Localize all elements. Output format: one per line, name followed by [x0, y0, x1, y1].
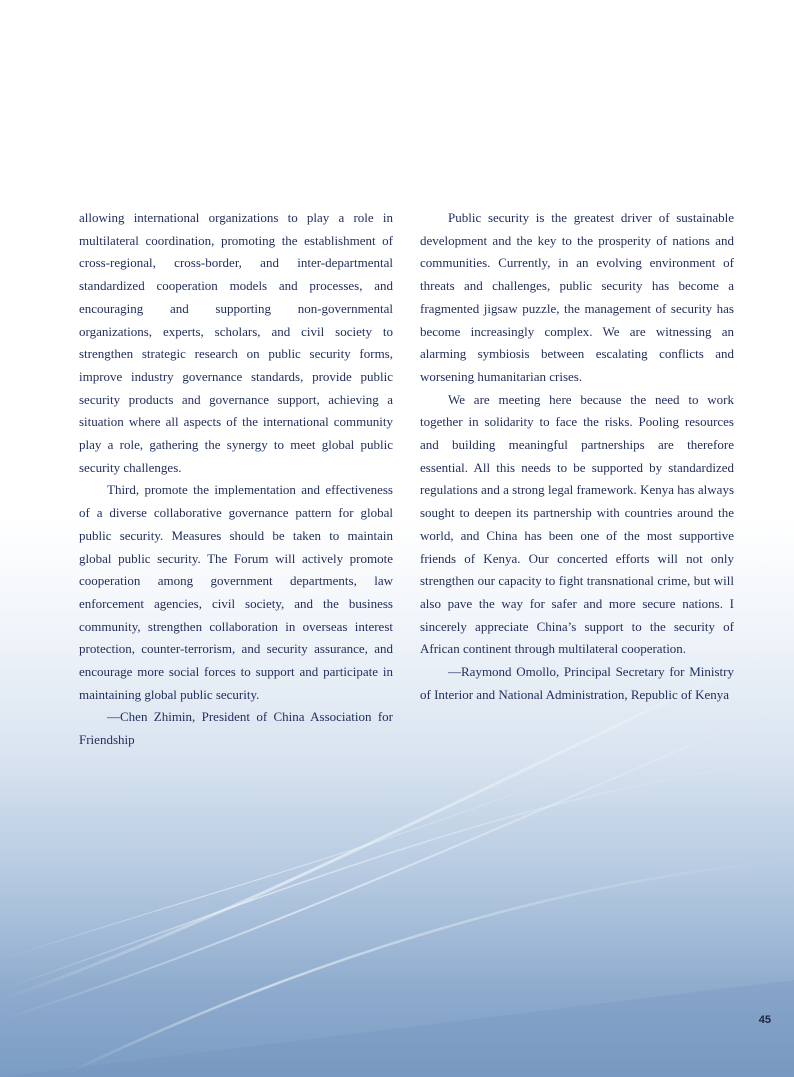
- paragraph: Third, promote the implementation and effectiveness of a diverse collaborative governance pattern for global public security. Measures should be taken to maintain global public security. The Forum will actively promote cooperation among government departments, law enforcement agencies, civil society, and the business community, strengthen collaboration in overseas interest protection, counter-terrorism, and security assurance, and encourage more social forces to support and participate in maintaining global public security.: [79, 482, 393, 702]
- right-column: [420, 207, 734, 752]
- left-column: [79, 207, 393, 752]
- attribution: —Chen Zhimin, President of China Association for Friendship: [79, 709, 393, 748]
- paragraph: We are meeting here because the need to work together in solidarity to face the risks. Pooling resources and building meaningful partnerships are therefore essential. All this needs to be supported by standardized regulations and a strong legal framework. Kenya has always sought to deepen its partnership with countries around the world, and China has been one of the most supportive friends of Kenya. Our concerted efforts will not only strengthen our capacity to fight transnational crime, but will also pave the way for safer and more secure nations. I sincerely appreciate China’s support to the security of African continent through multilateral cooperation.: [420, 391, 734, 657]
- article-body: [79, 207, 734, 752]
- paragraph: Public security is the greatest driver of sustainable development and the key to the prosperity of nations and communities. Currently, in an evolving environment of threats and challenges, public security has become a fragmented jigsaw puzzle, the management of security has become increasingly complex. We are witnessing an alarming symbiosis between escalating conflicts and worsening humanitarian crises.: [420, 210, 734, 384]
- attribution: —Raymond Omollo, Principal Secretary for Ministry of Interior and National Administration, Republic of Kenya: [420, 664, 734, 702]
- paragraph: allowing international organizations to play a role in multilateral coordination, promoting the establishment of cross-regional, cross-border, and inter-departmental standardized cooperation models and processes, and encouraging and supporting non-governmental organizations, experts, scholars, and civil society to strengthen strategic research on public security forms, improve industry governance standards, provide public security products and governance support, achieving a situation where all aspects of the international community play a role, gathering the synergy to meet global public security challenges.: [79, 210, 393, 475]
- page-number: 45: [758, 1014, 771, 1026]
